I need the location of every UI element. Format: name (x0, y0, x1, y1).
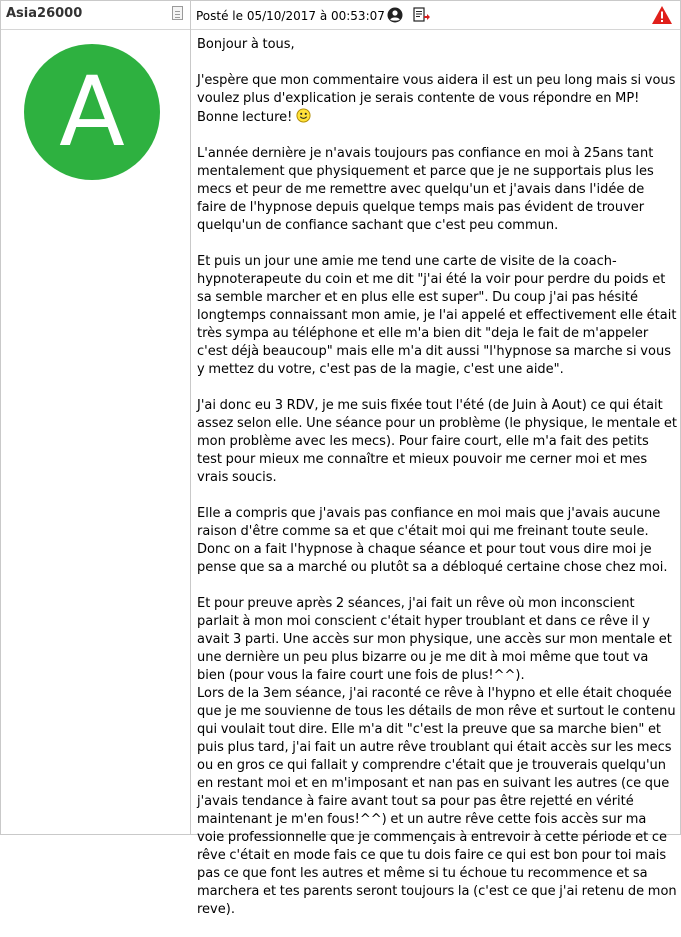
user-profile-icon[interactable] (387, 7, 403, 23)
message-body (197, 36, 677, 937)
message-text: Et pour preuve après 2 séances, j'ai fait un rêve où mon inconscient parlait à mon moi conscient c'était hyper troublant et dans ce rêve il y avait 3 parti. Une accès sur mon physique, une accès sur mon mentale et une dernière un peu plus bizarre ou je me dit à moi même que tout va bien (pour vous la faire court une fois de plus!^^). (197, 596, 672, 683)
message-paragraph: L'année dernière je n'avais toujours pas confiance en moi à 25ans tant mentalement que physiquement et parce que je ne supportais plus les mecs et peur de me remettre avec quelqu'un et j'avais dans l'idée de faire de l'hypnose depuis quelque temps mais pas évident de trouver quelqu'un de confiance sachant que c'est peu commun. (197, 146, 654, 233)
author-name[interactable]: Asia26000 (6, 6, 83, 21)
message-text: J'espère que mon commentaire vous aidera il est un peu long mais si vous voulez plus d'explication je serais contente de vous répondre en MP! Bonne lecture! (197, 73, 676, 125)
quote-reply-icon[interactable] (413, 7, 431, 23)
message-paragraph: Elle a compris que j'avais pas confiance en moi mais que j'avais aucune raison d'être comme sa et que c'était moi qui me freinant toute seule. Donc on a fait l'hypnose à chaque séance et pour tout vous dire moi je pense que sa a marché ou plutôt sa a débloqué certaine chose chez moi. (197, 506, 668, 575)
author-header (1, 1, 190, 30)
smiley-icon (296, 108, 311, 123)
post-date: Posté le 05/10/2017 à 00:53:07 (196, 9, 385, 23)
message-header (191, 1, 680, 30)
author-column (1, 1, 191, 834)
message-paragraph: Et puis un jour une amie me tend une carte de visite de la coach-hypnoterapeute du coin et me dit "j'ai été la voir pour perdre du poids et sa semble marcher et en plus elle est super". Du coup j'ai pas hésité longtemps connaissant mon amie, je l'ai appelé et effectivement elle était très sympa au téléphone et elle m'a bien dit "deja le fait de m'appeler c'est déjà beaucoup" mais elle m'a dit aussi "l'hypnose sa marche si vous y mettez du votre, c'est pas de la magie, c'est une aide". (197, 254, 677, 377)
report-alert-icon[interactable] (651, 5, 673, 25)
message-text: Lors de la 3em séance, j'ai raconté ce rêve à l'hypno et elle était choquée que je me souvienne de tous les détails de mon rêve et surtout le contenu qui voulait tout dire. Elle m'a dit "c'est la preuve que sa marche bien" et puis plus tard, j'ai fait un autre rêve troublant qui était accès sur les mecs ou en gros ce qui fallait y comprendre c'était que je trouverais quelqu'un en restant moi et en m'imposant et nan pas en suivant les autres (ce que j'avais tendance à faire avant tout sa pour pas être rejetté en vérité maintenant je m'en fous!^^) et un autre rêve cette fois accès sur ma voie professionnelle que je commençais à entrevoir à cette période et ce rêve c'était en mode fais ce que tu dois faire ce qui est bon pour toi mais pas ce que font les autres et même si tu échoue tu recommence et sa marchera et tes parents seront toujours la (c'est ce que j'ai retenu de mon reve). (197, 686, 677, 917)
message-paragraph (197, 72, 677, 127)
message-paragraph: Bonjour à tous, (197, 37, 295, 52)
message-paragraph: J'ai donc eu 3 RDV, je me suis fixée tout l'été (de Juin à Aout) ce qui était assez selon elle. Une séance pour un problème (le physique, le mentale et mon problème avec les mecs). Pour faire court, elle m'a fait des petits test pour mieux me connaître et mieux pouvoir me cerner moi et mes vrais soucis. (197, 398, 677, 485)
message-paragraph (197, 595, 677, 919)
profile-card-icon[interactable] (172, 6, 183, 20)
avatar[interactable]: A (24, 44, 160, 180)
